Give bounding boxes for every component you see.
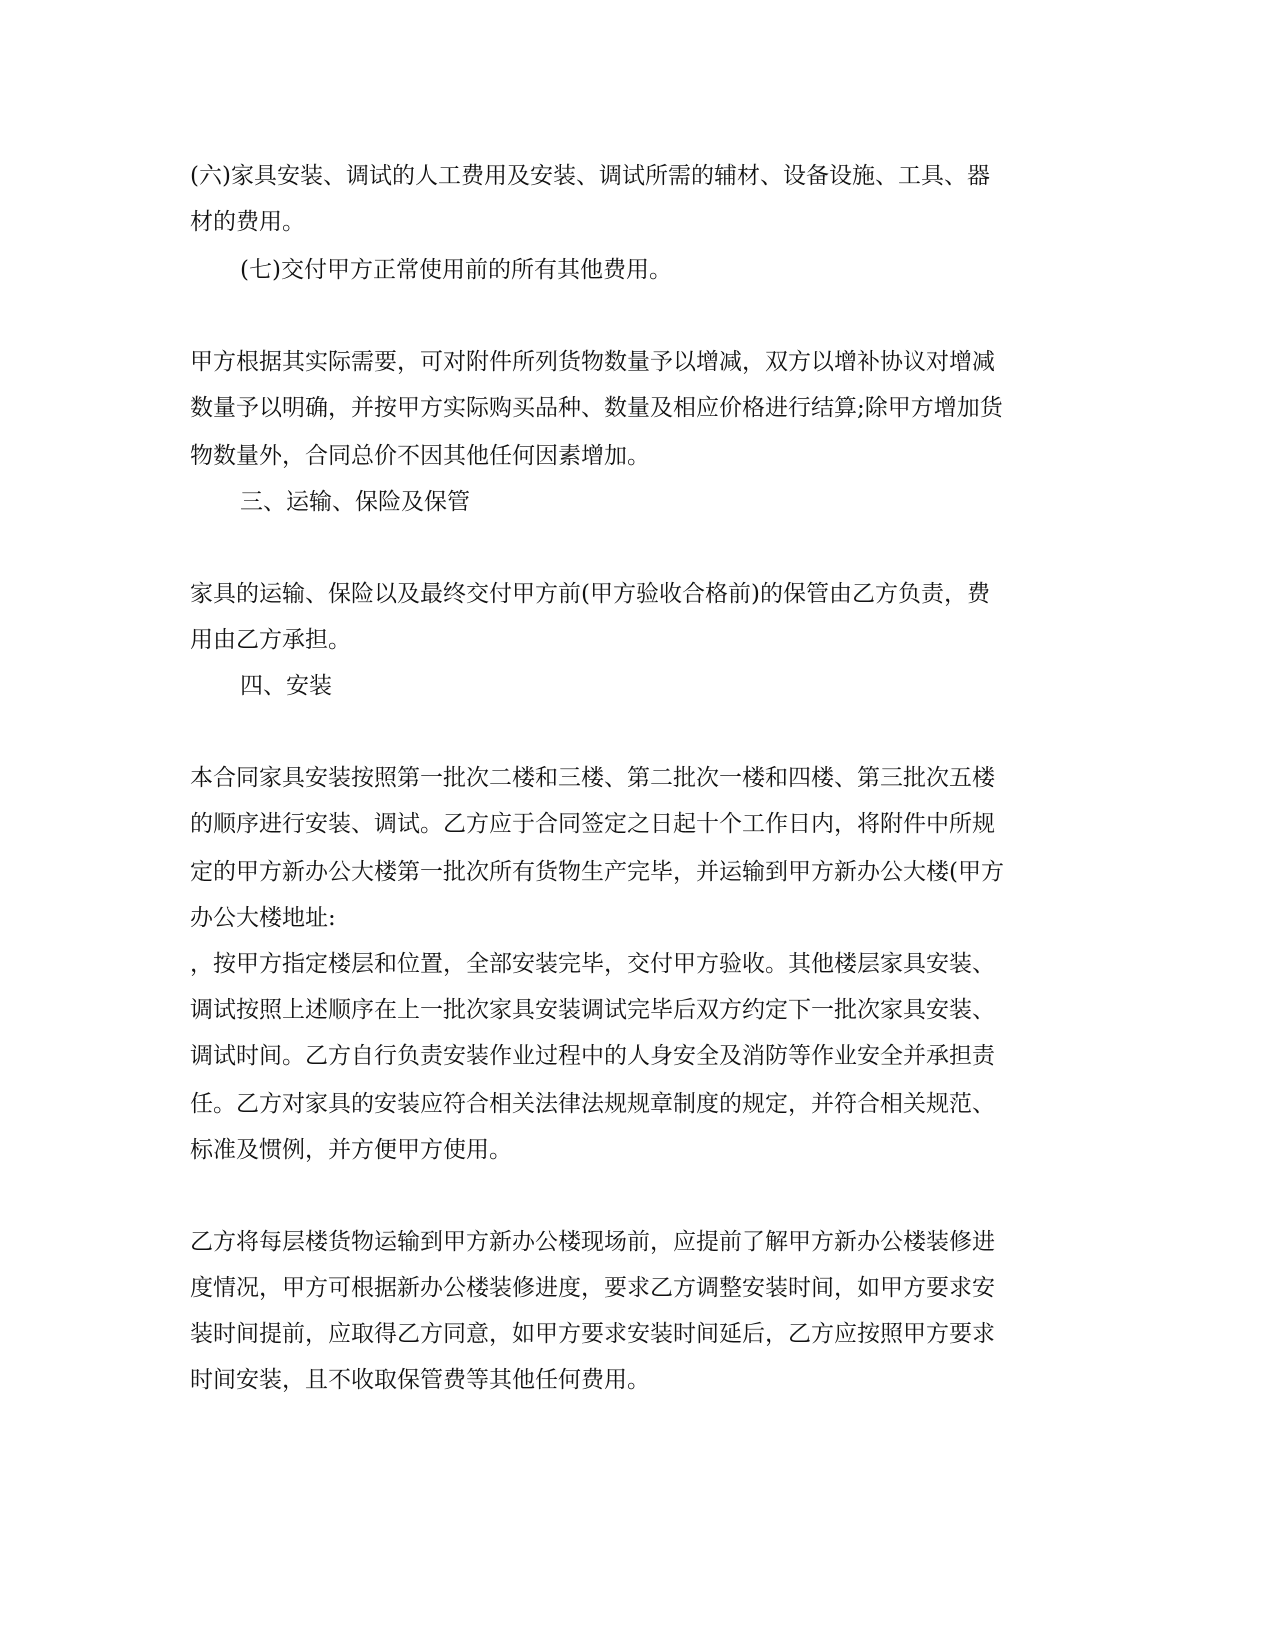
- text-line: 办公大楼地址:: [190, 905, 336, 931]
- text-line: (七)交付甲方正常使用前的所有其他费用。: [240, 257, 672, 283]
- text-line: 家具的运输、保险以及最终交付甲方前(甲方验收合格前)的保管由乙方负责，费: [190, 581, 990, 607]
- text-line: 时间安装，且不收取保管费等其他任何费用。: [190, 1367, 650, 1393]
- text-line: 本合同家具安装按照第一批次二楼和三楼、第二批次一楼和四楼、第三批次五楼: [190, 765, 995, 791]
- text-line: 任。乙方对家具的安装应符合相关法律法规规章制度的规定，并符合相关规范、: [190, 1091, 995, 1117]
- text-line: 度情况，甲方可根据新办公楼装修进度，要求乙方调整安装时间，如甲方要求安: [190, 1275, 995, 1301]
- text-line: 的顺序进行安装、调试。乙方应于合同签定之日起十个工作日内，将附件中所规: [190, 811, 995, 837]
- text-line: 定的甲方新办公大楼第一批次所有货物生产完毕，并运输到甲方新办公大楼(甲方: [190, 859, 1004, 885]
- text-line: 用由乙方承担。: [190, 627, 351, 653]
- text-line: 调试按照上述顺序在上一批次家具安装调试完毕后双方约定下一批次家具安装、: [190, 997, 995, 1023]
- text-line: 装时间提前，应取得乙方同意，如甲方要求安装时间延后，乙方应按照甲方要求: [190, 1321, 995, 1347]
- text-line: 标准及惯例，并方便甲方使用。: [190, 1137, 512, 1163]
- text-line: 材的费用。: [190, 209, 305, 235]
- text-line: 数量予以明确，并按甲方实际购买品种、数量及相应价格进行结算;除甲方增加货: [190, 395, 1003, 421]
- section-heading-installation: 四、安装: [240, 673, 332, 699]
- text-line: 物数量外，合同总价不因其他任何因素增加。: [190, 443, 650, 469]
- text-line: ，按甲方指定楼层和位置，全部安装完毕，交付甲方验收。其他楼层家具安装、: [190, 951, 995, 977]
- text-line: 调试时间。乙方自行负责安装作业过程中的人身安全及消防等作业安全并承担责: [190, 1043, 995, 1069]
- text-line: 乙方将每层楼货物运输到甲方新办公楼现场前，应提前了解甲方新办公楼装修进: [190, 1229, 995, 1255]
- text-line: (六)家具安装、调试的人工费用及安装、调试所需的辅材、设备设施、工具、器: [190, 163, 990, 189]
- section-heading-transport: 三、运输、保险及保管: [240, 489, 470, 515]
- text-line: 甲方根据其实际需要，可对附件所列货物数量予以增减，双方以增补协议对增减: [190, 349, 995, 375]
